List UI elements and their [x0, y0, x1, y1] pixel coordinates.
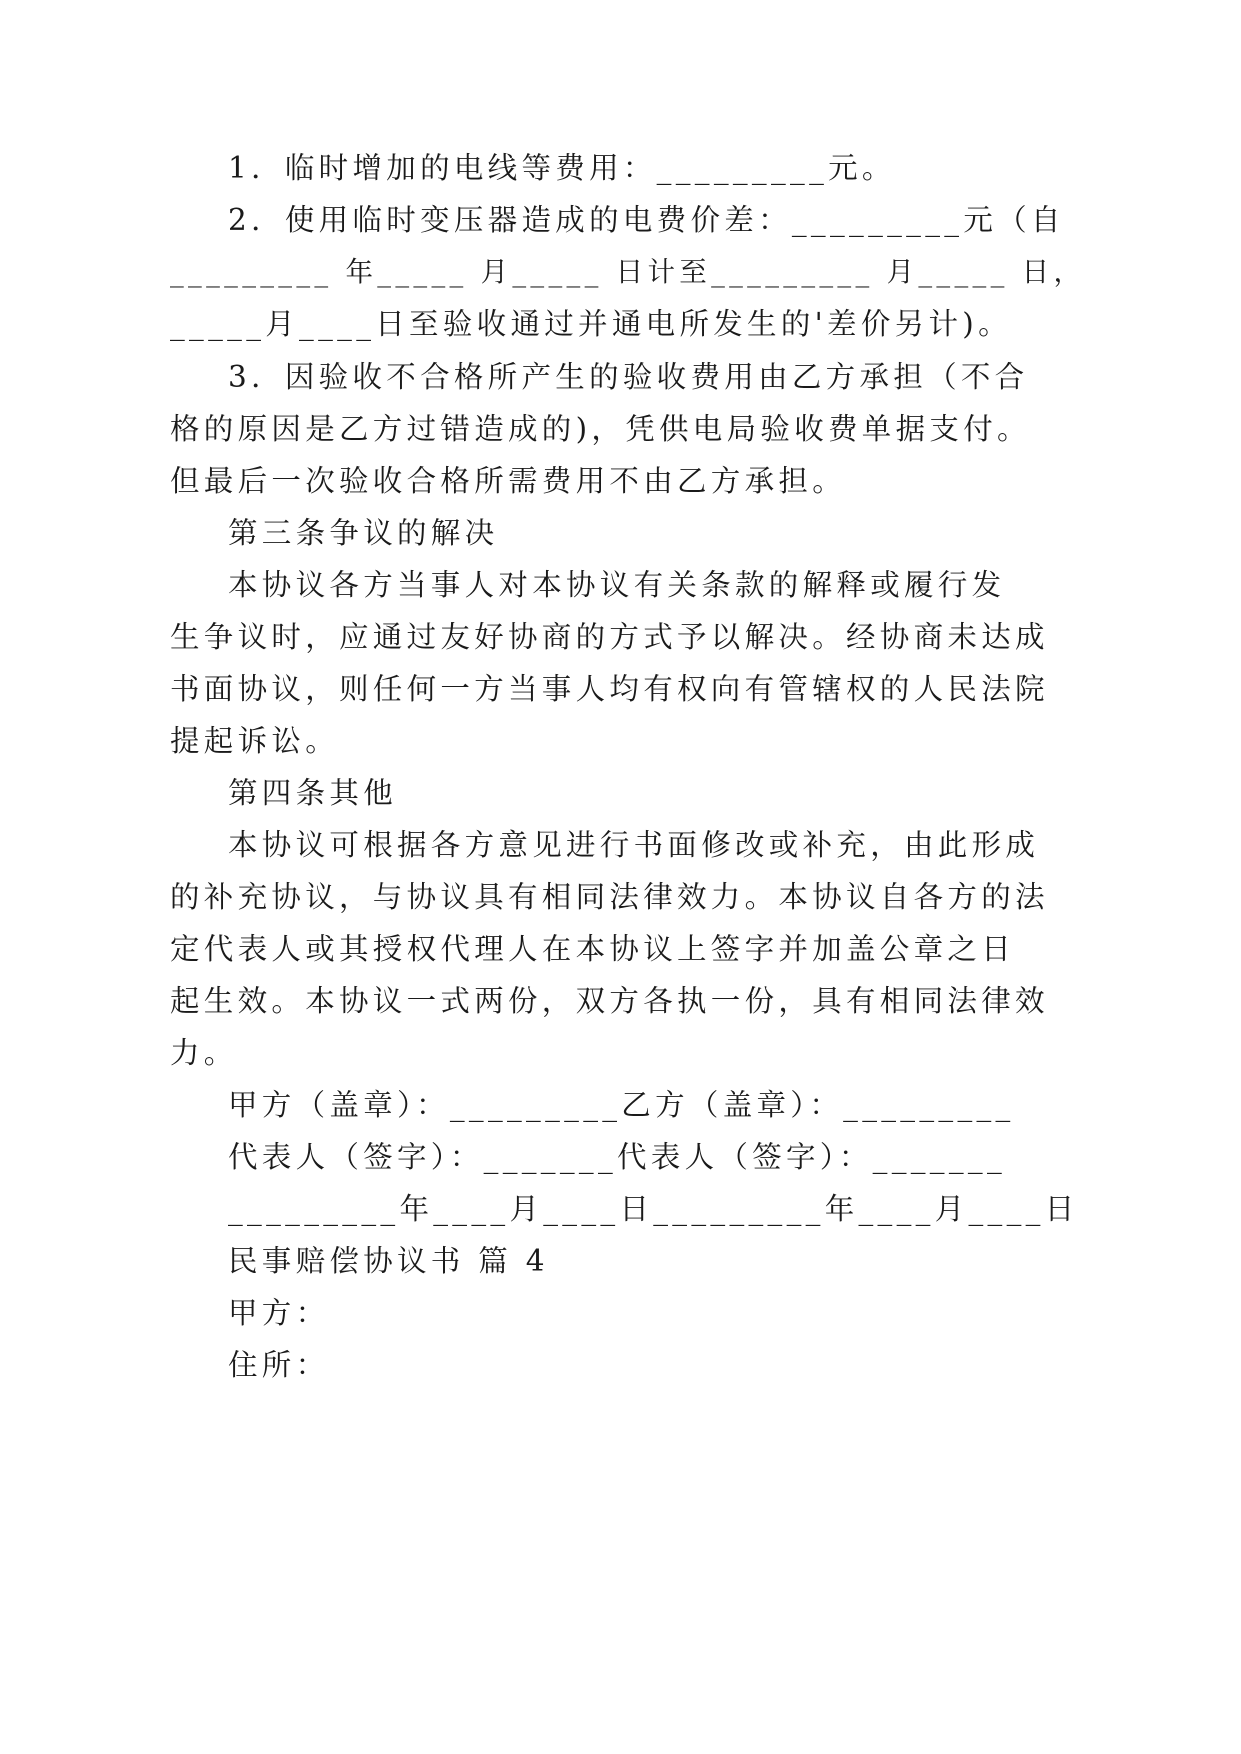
clause-3-line-3: 但最后一次验收合格所需费用不由乙方承担。 [170, 464, 847, 498]
signature-line: 代表人（签字）：_______代表人（签字）：_______ [228, 1140, 1006, 1174]
article-4-para-line-1: 本协议可根据各方意见进行书面修改或补充，由此形成 [228, 828, 1040, 862]
article-3-heading: 第三条争议的解决 [228, 516, 499, 550]
clause-3-line: 3．因验收不合格所产生的验收费用由乙方承担（不合 [228, 360, 1029, 394]
article-3-para-line-4: 提起诉讼。 [170, 724, 340, 758]
clause-2-tail-line: _____月____日至验收通过并通电所发生的'差价另计)。 [170, 307, 1012, 341]
clause-1-line: 1．临时增加的电线等费用：_________元。 [228, 151, 896, 185]
article-3-para-line-2: 生争议时，应通过友好协商的方式予以解决。经协商未达成 [170, 620, 1049, 654]
article-4-heading: 第四条其他 [228, 776, 398, 810]
date-line: _________年____月____日_________年____月____日 [228, 1192, 1079, 1226]
party-a-label: 甲方： [228, 1296, 330, 1330]
article-3-para-line-3: 书面协议，则任何一方当事人均有权向有管辖权的人民法院 [170, 672, 1049, 706]
article-4-para-line-3: 定代表人或其授权代理人在本协议上签字并加盖公章之日 [170, 932, 1016, 966]
address-label: 住所： [228, 1348, 330, 1382]
seal-line: 甲方（盖章）：_________乙方（盖章）：_________ [228, 1088, 1015, 1122]
section-title: 民事赔偿协议书 篇 4 [228, 1244, 549, 1278]
article-4-para-line-2: 的补充协议，与协议具有相同法律效力。本协议自各方的法 [170, 880, 1049, 914]
clause-3-line-2: 格的原因是乙方过错造成的)，凭供电局验收费单据支付。 [170, 412, 1031, 446]
clause-2-date-line: _________ 年_____ 月_____ 日计至_________ 月_____ 日， [170, 256, 1086, 288]
article-4-para-line-4: 起生效。本协议一式两份，双方各执一份，具有相同法律效 [170, 984, 1049, 1018]
article-4-para-line-5: 力。 [170, 1036, 238, 1070]
article-3-para-line-1: 本协议各方当事人对本协议有关条款的解释或履行发 [228, 568, 1006, 602]
clause-2-line: 2．使用临时变压器造成的电费价差：_________元（自 [228, 203, 1065, 237]
